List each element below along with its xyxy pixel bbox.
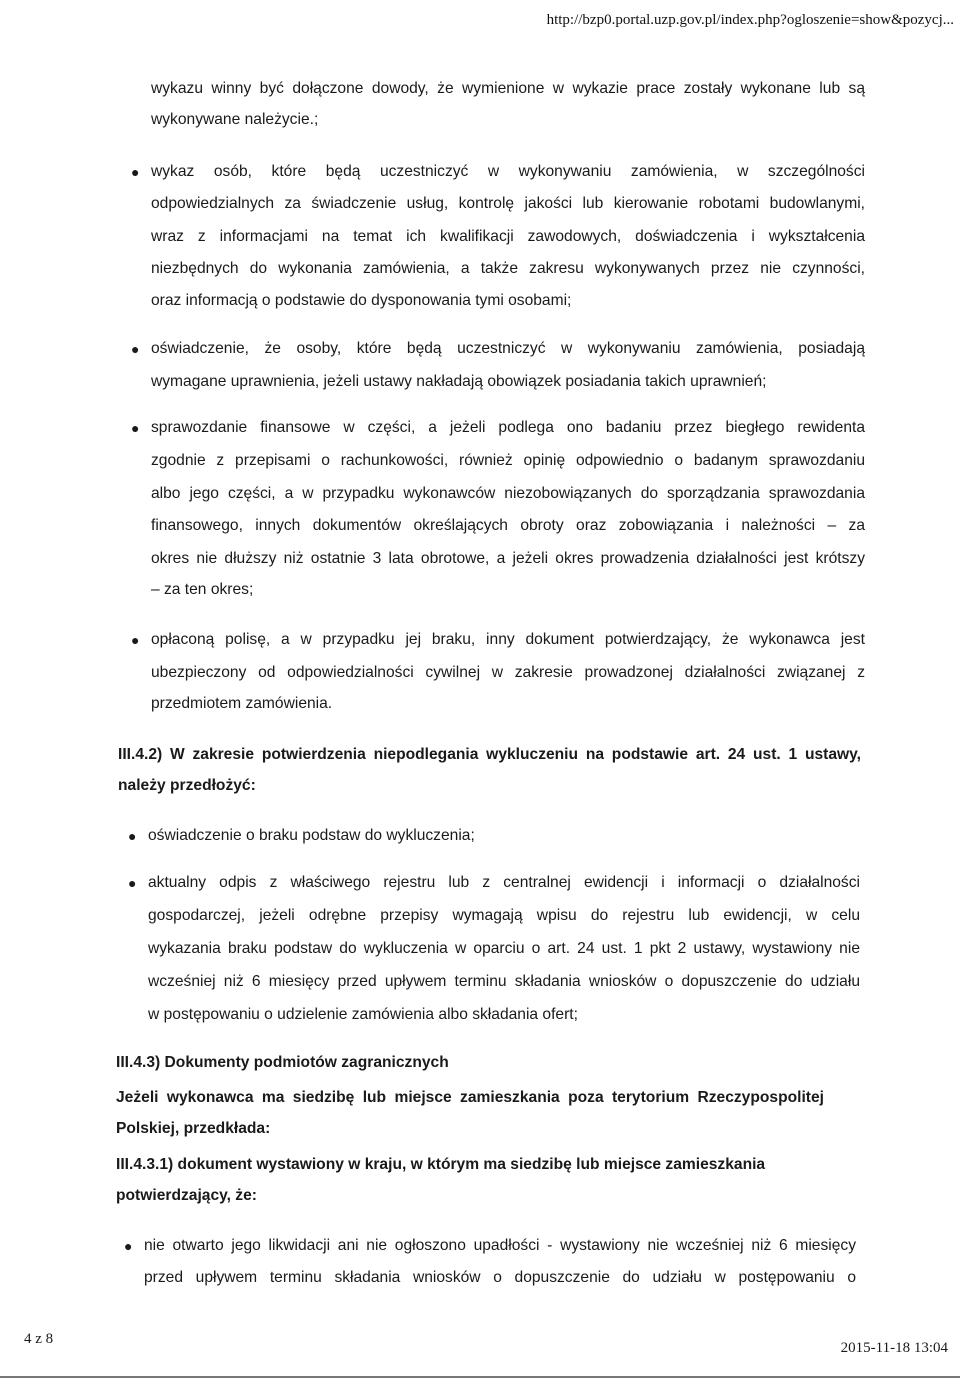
list-item-line: wykazania braku podstaw do wykluczenia w oparciu o art. 24 ust. 1 pkt 2 ustawy, wystawiony nie xyxy=(148,940,860,957)
bullet-icon: ● xyxy=(124,1238,133,1254)
section-heading: III.4.2) W zakresie potwierdzenia niepodlegania wykluczeniu na podstawie art. 24 ust. 1 ustawy, xyxy=(118,746,861,763)
list-item-line: aktualny odpis z właściwego rejestru lub z centralnej ewidencji i informacji o działalności xyxy=(148,874,860,891)
bullet-icon: ● xyxy=(131,164,140,180)
list-item-line: niezbędnych do wykonania zamówienia, a także zakresu wykonywanych przez nie czynności, xyxy=(151,260,865,277)
bullet-icon: ● xyxy=(131,632,140,648)
list-item-line: – za ten okres; xyxy=(151,581,254,598)
list-item-line: oraz informacją o podstawie do dysponowania tymi osobami; xyxy=(151,292,572,309)
list-item-line: przedmiotem zamówienia. xyxy=(151,695,333,712)
list-item-line: w postępowaniu o udzielenie zamówienia albo składania ofert; xyxy=(148,1006,578,1023)
bullet-icon: ● xyxy=(131,341,140,357)
list-item-line: przed upływem terminu składania wniosków o dopuszczenie do udziału w postępowaniu o xyxy=(144,1269,856,1286)
section-text: potwierdzający, że: xyxy=(116,1187,257,1204)
list-item-line: oświadczenie o braku podstaw do wykluczenia; xyxy=(148,827,475,844)
section-heading: należy przedłożyć: xyxy=(118,777,256,794)
print-timestamp: 2015-11-18 13:04 xyxy=(840,1340,948,1356)
list-item-line: odpowiedzialnych za świadczenie usług, kontrolę jakości lub kierowanie robotami budowlanymi, xyxy=(151,195,865,212)
list-item-line: wykaz osób, które będą uczestniczyć w wykonywaniu zamówienia, w szczególności xyxy=(151,163,865,180)
section-heading: III.4.3) Dokumenty podmiotów zagranicznych xyxy=(116,1054,449,1071)
list-item-line: zgodnie z przepisami o rachunkowości, również opinię odpowiednio o badanym sprawozdaniu xyxy=(151,452,865,469)
page-number: 4 z 8 xyxy=(24,1331,54,1347)
paragraph-line: wykazu winny być dołączone dowody, że wymienione w wykazie prace zostały wykonane lub są xyxy=(151,80,865,97)
list-item-line: wymagane uprawnienia, jeżeli ustawy nakładają obowiązek posiadania takich uprawnień; xyxy=(151,373,767,390)
page-url: http://bzp0.portal.uzp.gov.pl/index.php?ogloszenie=show&pozycj... xyxy=(546,12,954,28)
list-item-line: finansowego, innych dokumentów określających obroty oraz zobowiązania i należności – za xyxy=(151,517,865,534)
list-item-line: albo jego części, a w przypadku wykonawców niezobowiązanych do sporządzania sprawozdania xyxy=(151,485,865,502)
list-item-line: wraz z informacjami na temat ich kwalifikacji zawodowych, doświadczenia i wykształcenia xyxy=(151,228,865,245)
bottom-divider xyxy=(0,1376,960,1378)
bullet-icon: ● xyxy=(131,420,140,436)
section-text: Jeżeli wykonawca ma siedzibę lub miejsce zamieszkania poza terytorium Rzeczypospolitej xyxy=(116,1089,824,1106)
list-item-line: wcześniej niż 6 miesięcy przed upływem terminu składania wniosków o dopuszczenie do udziału xyxy=(148,973,860,990)
list-item-line: oświadczenie, że osoby, które będą uczestniczyć w wykonywaniu zamówienia, posiadają xyxy=(151,340,865,357)
list-item-line: opłaconą polisę, a w przypadku jej braku, inny dokument potwierdzający, że wykonawca jest xyxy=(151,631,865,648)
section-heading: III.4.3.1) dokument wystawiony w kraju, w którym ma siedzibę lub miejsce zamieszkania xyxy=(116,1156,766,1173)
list-item-line: gospodarczej, jeżeli odrębne przepisy wymagają wpisu do rejestru lub ewidencji, w celu xyxy=(148,907,860,924)
bullet-icon: ● xyxy=(128,875,137,891)
paragraph-line: wykonywane należycie.; xyxy=(151,111,319,128)
list-item-line: ubezpieczony od odpowiedzialności cywilnej w zakresie prowadzonej działalności związanej z xyxy=(151,664,865,681)
list-item-line: nie otwarto jego likwidacji ani nie ogłoszono upadłości - wystawiony nie wcześniej niż 6 miesięcy xyxy=(144,1237,856,1254)
list-item-line: sprawozdanie finansowe w części, a jeżeli podlega ono badaniu przez biegłego rewidenta xyxy=(151,419,865,436)
section-text: Polskiej, przedkłada: xyxy=(116,1120,271,1137)
bullet-icon: ● xyxy=(128,828,137,844)
list-item-line: okres nie dłuższy niż ostatnie 3 lata obrotowe, a jeżeli okres prowadzenia działalności jest krótszy xyxy=(151,550,865,567)
